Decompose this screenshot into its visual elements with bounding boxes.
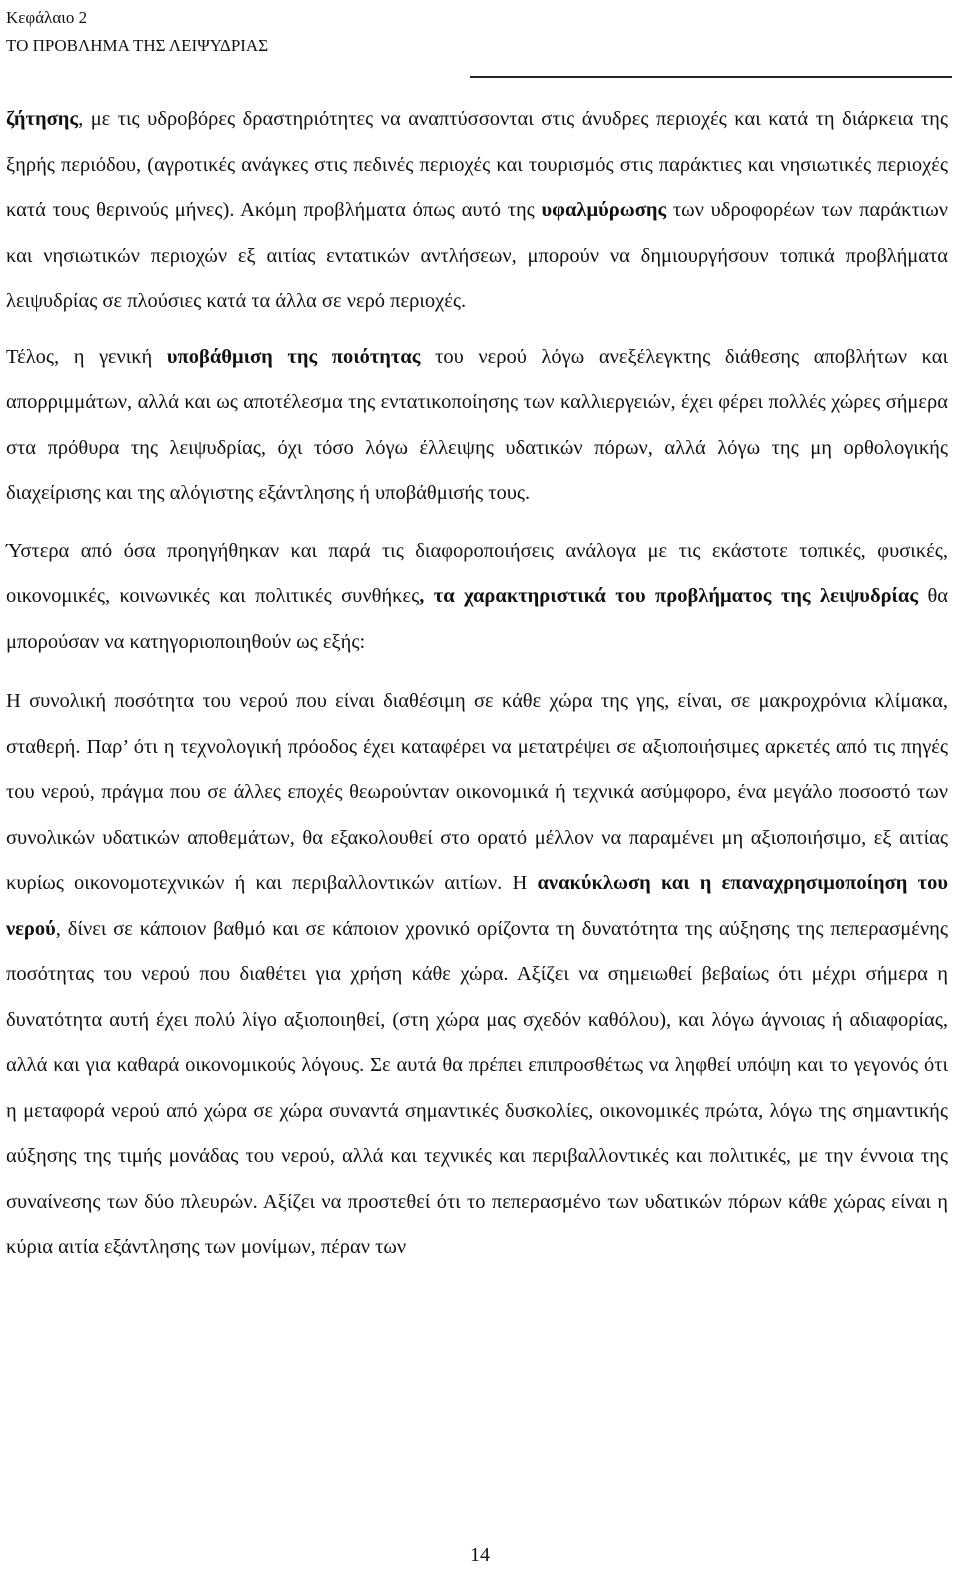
paragraph	[6, 529, 948, 666]
text-run: , με τις υδροβόρες δραστηριότητες να αναπτύσσονται στις άνυδρες περιοχές και κατά τη διάρκεια της ξηρής περιόδου, (αγροτικές ανάγκες στις πεδινές περιοχές και τουρισμός στις παράκτιες και νησιωτικές περιοχές κατά τους θερινούς μήνες). Ακόμη προβλήματα όπως αυτό της	[6, 108, 948, 221]
paragraph	[6, 97, 948, 325]
paragraph	[6, 335, 948, 517]
page-number: 14	[470, 1544, 490, 1566]
text-run: των υδροφορέων των παράκτιων και νησιωτικών περιοχών εξ αιτίας εντατικών αντλήσεων, μπορούν να δημιουργήσουν τοπικά προβλήματα λειψυδρίας σε πλούσιες κατά τα άλλα σε νερό περιοχές.	[6, 199, 948, 312]
bold-term: ζήτησης	[6, 108, 79, 130]
bold-term: υποβάθμιση της ποιότητας	[166, 345, 421, 368]
running-header	[6, 4, 268, 60]
chapter-label: Κεφάλαιο 2	[6, 8, 88, 27]
bold-term: , τα χαρακτηριστικά του προβλήματος της λειψυδρίας	[419, 585, 919, 607]
text-run: , δίνει σε κάποιον βαθμό και σε κάποιον χρονικό ορίζοντα τη δυνατότητα της αύξησης της πεπερασμένης ποσότητας του νερού που διαθέτει για χρήση κάθε χώρα. Αξίζει να σημειωθεί βεβαίως ότι μέχρι σήμερα η δυνατότητα αυτή έχει πολύ λίγο αξιοποιηθεί, (στη χώρα μας σχεδόν καθόλου), και λόγω άγνοιας ή αδιαφορίας, αλλά και για καθαρά οικονομικούς λόγους. Σε αυτά θα πρέπει επιπροσθέτως να ληφθεί υπόψη και το γεγονός ότι η μεταφορά νερού από χώρα σε χώρα συναντά σημαντικές δυσκολίες, οικονομικές πρώτα, λόγω της σημαντικής αύξησης της τιμής μονάδας του νερού, αλλά και τεχνικές και περιβαλλοντικές και πολιτικές, με την έννοια της συναίνεσης των δύο πλευρών. Αξίζει να προστεθεί ότι το πεπερασμένο των υδατικών πόρων κάθε χώρας είναι η κύρια αιτία εξάντλησης των μονίμων, πέραν των	[6, 917, 948, 1258]
bold-term: υφαλμύρωσης	[541, 199, 667, 221]
body-text	[6, 97, 948, 1285]
text-run: Τέλος, η γενική	[6, 345, 167, 368]
paragraph	[6, 679, 948, 1271]
bold-term: ανακύκλωση και η επαναχρησιμοποίηση του νερού	[6, 872, 949, 940]
chapter-title: ΤΟ ΠΡΟΒΛΗΜΑ ΤΗΣ ΛΕΙΨΥΔΡΙΑΣ	[6, 36, 269, 55]
text-run: Η συνολική ποσότητα του νερού που είναι διαθέσιμη σε κάθε χώρα της γης, είναι, σε μακροχρόνια κλίμακα, σταθερή. Παρ’ ότι η τεχνολογική πρόοδος έχει καταφέρει να μετατρέψει σε αξιοποιήσιμες αρκετές από τις πηγές του νερού, πράγμα που σε άλλες εποχές θεωρούνταν οικονομικά ή τεχνικά ασύμφορο, ένα μεγάλο ποσοστό των συνολικών υδατικών αποθεμάτων, θα εξακολουθεί στο ορατό μέλλον να παραμένει μη αξιοποιήσιμο, εξ αιτίας κυρίως οικονομοτεχνικών ή και περιβαλλοντικών αιτίων. Η	[6, 690, 948, 894]
text-run: θα μπορούσαν να κατηγοριοποιηθούν ως εξής:	[6, 585, 949, 653]
text-run: του νερού λόγω ανεξέλεγκτης διάθεσης αποβλήτων και απορριμμάτων, αλλά και ως αποτέλεσμα της εντατικοποίησης των καλλιεργειών, έχει φέρει πολλές χώρες σήμερα στα πρόθυρα της λειψυδρίας, όχι τόσο λόγω έλλειψης υδατικών πόρων, αλλά λόγω της μη ορθολογικής διαχείρισης και της αλόγιστης εξάντλησης ή υποβάθμισής τους.	[6, 345, 948, 504]
text-run: Ύστερα από όσα προηγήθηκαν και παρά τις διαφοροποιήσεις ανάλογα με τις εκάστοτε τοπικές, φυσικές, οικονομικές, κοινωνικές και πολιτικές συνθήκες	[6, 539, 948, 607]
header-rule	[470, 76, 952, 78]
